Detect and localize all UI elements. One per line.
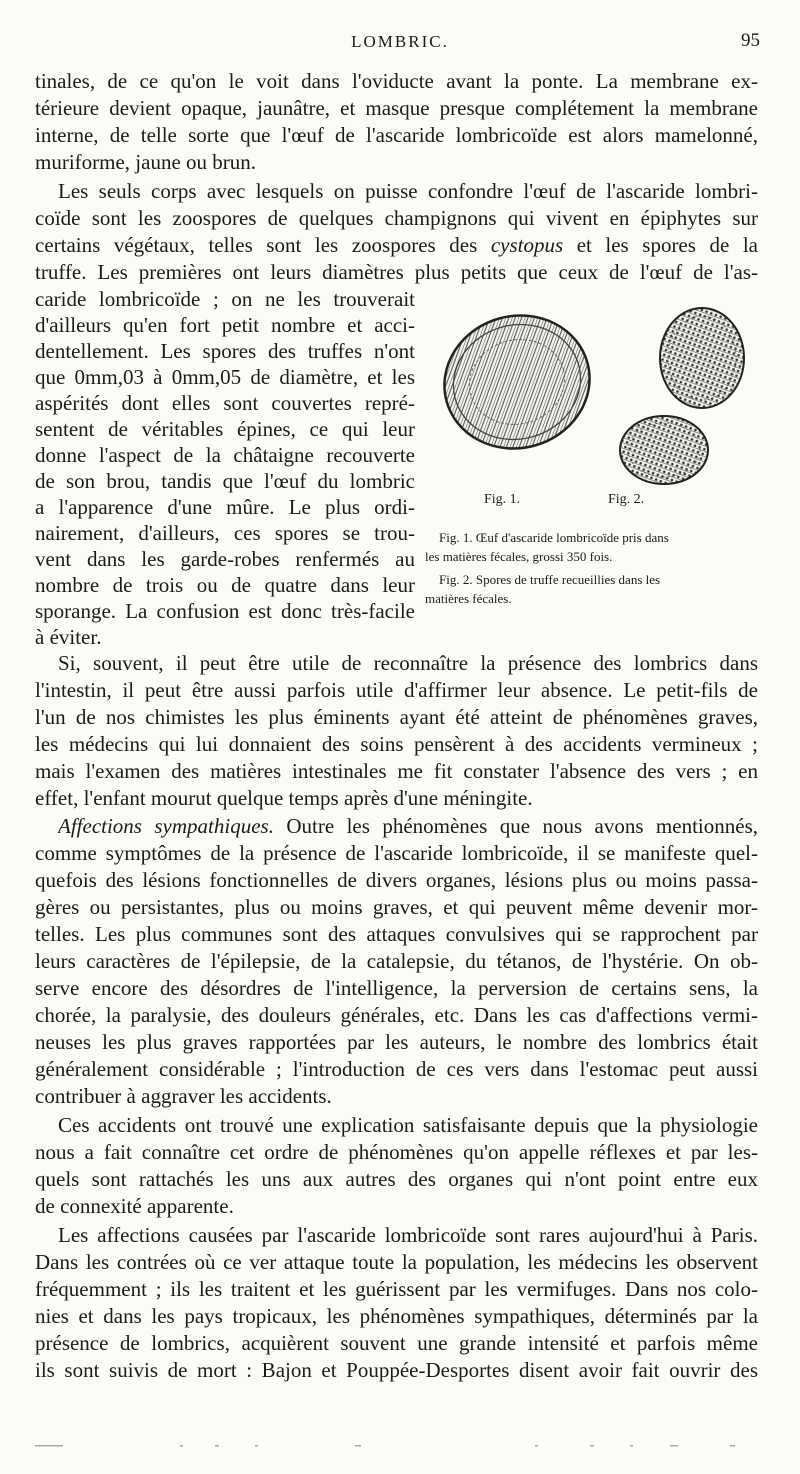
text-line: Ces accidents ont trouvé une explication satisfaisante depuis que la physiologie (58, 1113, 758, 1137)
text-line: effet, l'enfant mourut quelque temps après d'une méningite. (35, 786, 533, 810)
scan-bleedthrough-marks (30, 1442, 770, 1450)
text-line: sporange. La confusion est donc très-facile (35, 599, 415, 623)
text-line: nairement, d'ailleurs, ces spores se trou- (35, 521, 415, 545)
figure-caption-1 (425, 528, 760, 566)
text-line: l'intestin, il peut être aussi parfois utile d'affirmer leur absence. Le petit-fils de (35, 678, 758, 702)
text-line: gères ou persistantes, plus ou moins graves, et qui peuvent même devenir mor- (35, 895, 758, 919)
text-line: interne, de telle sorte que l'œuf de l'ascaride lombricoïde est alors mamelonné, (35, 123, 758, 147)
text-line: les médecins qui lui donnaient des soins pensèrent à des accidents vermineux ; (35, 732, 758, 756)
text-segment: et les spores de la (563, 233, 758, 257)
text-line: donne l'aspect de la châtaigne recouverte (35, 443, 415, 467)
text-line: de son brou, tandis que l'œuf du lombric (35, 469, 415, 493)
page-number: 95 (741, 30, 760, 51)
egg-engraving-illustration (432, 300, 772, 495)
text-line: nombre de trois ou de quatre dans leur (35, 573, 415, 597)
text-line: d'ailleurs qu'en fort petit nombre et acci- (35, 313, 415, 337)
text-line: Si, souvent, il peut être utile de reconnaître la présence des lombrics dans (58, 651, 758, 675)
text-line: comme symptômes de la présence de l'ascaride lombricoïde, il se manifeste quel- (35, 841, 758, 865)
text-line: neuses les plus graves rapportées par les auteurs, le nombre des lombrics était (35, 1030, 758, 1054)
text-line: mais l'examen des matières intestinales me fit constater l'absence des vers ; en (35, 759, 758, 783)
fig2-spore-drawings (620, 308, 744, 484)
caption-line: les matières fécales, grossi 350 fois. (425, 549, 613, 564)
running-title: LOMBRIC. (351, 32, 449, 51)
text-line: de connexité apparente. (35, 1194, 234, 1218)
text-line: nies et dans les pays tropicaux, les phénomènes sympathiques, déterminés par la (35, 1304, 758, 1328)
text-line: l'un de nos chimistes les plus éminents ayant été atteint de phénomènes graves, (35, 705, 758, 729)
text-line: coïde sont les zoospores de quelques champignons qui vivent en épiphytes sur (35, 206, 758, 230)
text-segment: Outre les phénomènes que nous avons mentionnés, (273, 814, 758, 838)
italic-term: cystopus (490, 233, 564, 257)
text-line: présence de lombrics, acquièrent souvent une grande intensité et parfois même (35, 1331, 758, 1355)
text-line: nous a fait connaître cet ordre de phénomènes qu'on appelle réflexes et par les- (35, 1140, 758, 1164)
caption-line: matières fécales. (425, 591, 512, 606)
running-header (0, 28, 800, 58)
text-line: leurs caractères de l'épilepsie, de la catalepsie, du tétanos, de l'hystérie. On ob- (35, 949, 758, 973)
text-line: tinales, de ce qu'on le voit dans l'oviducte avant la ponte. La membrane ex- (35, 69, 758, 93)
figure-caption-2 (425, 570, 760, 608)
text-line: Les seuls corps avec lesquels on puisse confondre l'œuf de l'ascaride lombri- (58, 179, 758, 203)
text-line: généralement considérable ; l'introduction de ces vers dans l'estomac peut aussi (35, 1057, 758, 1081)
text-line: fréquemment ; ils les traitent et les guérissent par les vermifuges. Dans nos colo- (35, 1277, 758, 1301)
text-line: quels sont rattachés les uns aux autres des organes qui n'ont point entre eux (35, 1167, 758, 1191)
text-line: telles. Les plus communes sont des attaques convulsives qui se rapprochent par (35, 922, 758, 946)
caption-line: Fig. 2. Spores de truffe recueillies dans les (439, 572, 661, 587)
section-heading-italic: Affections sympathiques. (58, 814, 274, 838)
fig1-label: Fig. 1. (484, 492, 521, 507)
text-line: serve encore des désordres de l'intelligence, la perversion de certains sens, la (35, 976, 758, 1000)
text-line: à éviter. (35, 625, 102, 649)
text-line: dentellement. Les spores des truffes n'ont (35, 339, 415, 363)
fig1-egg-drawing (432, 300, 605, 465)
text-line: térieure devient opaque, jaunâtre, et masque presque complétement la membrane (35, 96, 758, 120)
text-line: Les affections causées par l'ascaride lombricoïde sont rares aujourd'hui à Paris. (58, 1223, 758, 1247)
text-line: Dans les contrées où ce ver attaque toute la population, les médecins les observent (35, 1250, 758, 1274)
text-line: vent dans les garde-robes renfermés au (35, 547, 415, 571)
text-line: a l'apparence d'une mûre. Le plus ordi- (35, 495, 415, 519)
text-line-with-italic (35, 232, 758, 259)
text-line: truffe. Les premières ont leurs diamètres plus petits que ceux de l'œuf de l'as- (35, 260, 758, 284)
text-line: chorée, la paralysie, des douleurs générales, etc. Dans les cas d'affections vermi- (35, 1003, 758, 1027)
text-segment: certains végétaux, telles sont les zoospores des (35, 233, 491, 257)
text-line: caride lombricoïde ; on ne les trouverait (35, 287, 415, 311)
fig2-label: Fig. 2. (608, 492, 645, 507)
text-line: sentent de véritables épines, ce qui leur (35, 417, 415, 441)
text-line: muriforme, jaune ou brun. (35, 150, 257, 174)
text-line-with-italic (58, 813, 758, 840)
text-line: ils sont suivis de mort : Bajon et Pouppée-Desportes disent avoir fait ouvrir des (35, 1358, 758, 1382)
caption-line: Fig. 1. Œuf d'ascaride lombricoïde pris dans (439, 530, 669, 545)
text-line: que 0mm,03 à 0mm,05 de diamètre, et les (35, 365, 415, 389)
text-line: contribuer à aggraver les accidents. (35, 1084, 332, 1108)
text-line: aspérités dont elles sont couvertes repré- (35, 391, 415, 415)
text-line: quefois des lésions fonctionnelles de divers organes, lésions plus ou moins passa- (35, 868, 758, 892)
